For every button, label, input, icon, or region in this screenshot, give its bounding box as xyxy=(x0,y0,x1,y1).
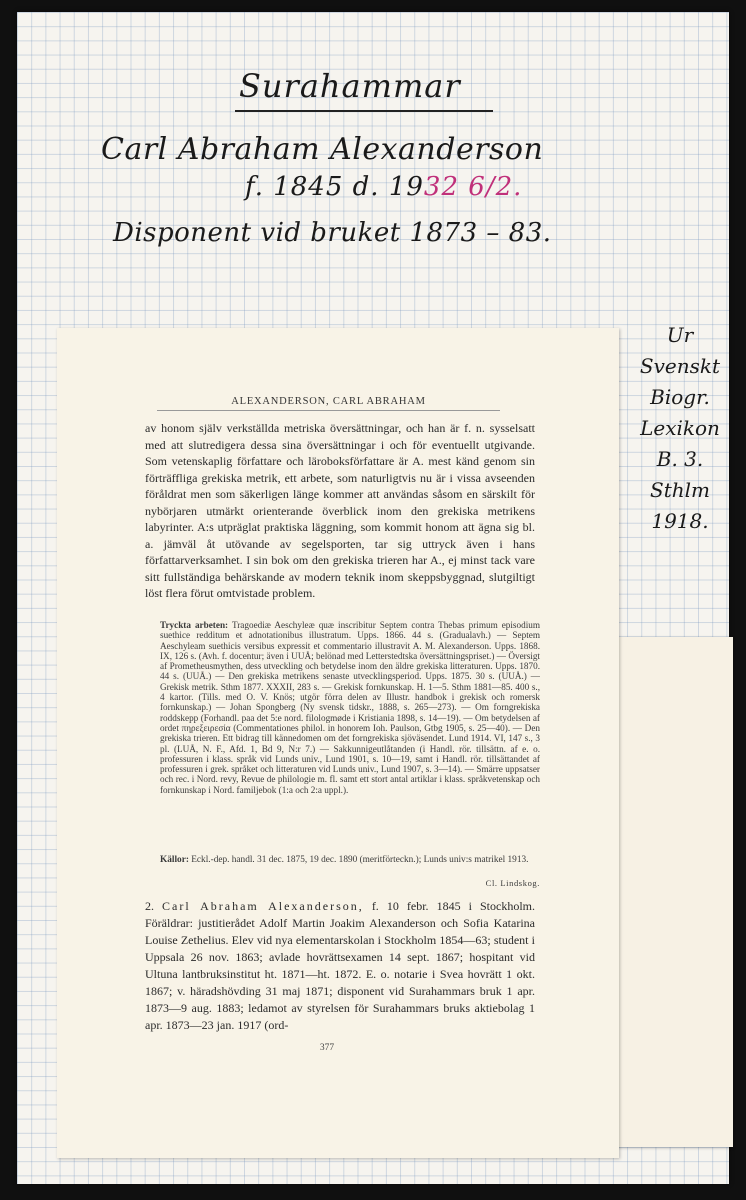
page-number: 377 xyxy=(319,1043,335,1053)
dates-added-ink: 32 6/2. xyxy=(423,172,523,202)
sources-text: Eckl.-dep. handl. 31 dec. 1875, 19 dec. 1890 (meritförteckn.); Lunds univ:s matrikel 1913. xyxy=(191,855,529,865)
handwritten-source-note xyxy=(625,320,735,537)
main-paragraph: av honom själv verkställda metriska översättningar, och han är f. n. sysselsatt med att slutredigera dessa sina översättningar i och för eventuellt utgivande. Som vetenskaplig författare och läroboksförfattare är A. mest känd genom sin förträffliga grekiska metrik, ett arbete, som naturligtvis nu är i vissa avseenden föråldrat men som säkerligen länge kommer att användas såsom en särskilt för nybörjaren utmärkt orienterande överblick inom den grekiska metrikens labyrinter. A:s utpräglat praktiska läggning, som kommit honom att ägna sig bl. a. jämväl åt utövande av segelsporten, tar sig uttryck även i hans författarverksamhet. I sin bok om den grekiska trieren har A., ej minst tack vare sitt fullständiga behärskande av modern teknik inom skeppsbyggnad, slutgiltigt löst flera förut omtvistade problem. xyxy=(145,421,535,600)
entry-name: Carl Abraham Alexanderson, xyxy=(162,899,364,913)
handwritten-role: Disponent vid bruket 1873 – 83. xyxy=(113,218,552,248)
lexicon-clipping xyxy=(57,328,619,1158)
handwritten-dates xyxy=(245,172,522,202)
source-line: Lexikon xyxy=(640,416,720,440)
entry-text: f. 10 febr. 1845 i Stockholm. Föräldrar: justitierådet Adolf Martin Joakim Alexanderson och Sofia Katarina Louise Zethelius. Elev vid nya elementarskolan i Stockholm 1854—63; student i Uppsala 26 nov. 1863; avlade hovrättsexamen 14 sept. 1867; hospitant vid Ultuna lantbruksinstitut ht. 1871—ht. 1872. E. o. notarie i Svea hovrätt 1 okt. 1867; v. häradshövding 31 maj 1871; disponent vid Surahammars bruk 1 apr. 1873—9 aug. 1883; ledamot av styrelsen för Surahammars bruks aktiebolag 1 apr. 1873—23 jan. 1917 (ord- xyxy=(145,899,536,1032)
source-line: Ur xyxy=(666,323,694,347)
source-line: Svenskt xyxy=(639,354,721,378)
dates-ink: f. 1845 d. 19 xyxy=(245,172,424,202)
works-label: Tryckta arbeten: xyxy=(160,620,229,630)
sources xyxy=(160,855,540,866)
handwritten-person-name: Carl Abraham Alexanderson xyxy=(101,132,544,167)
author-signature: Cl. Lindskog. xyxy=(485,878,540,888)
handwritten-place-title: Surahammar xyxy=(239,67,461,105)
source-line: Sthlm xyxy=(650,478,710,502)
running-head: ALEXANDERSON, CARL ABRAHAM xyxy=(231,396,426,407)
header-rule xyxy=(157,410,500,411)
entry-2 xyxy=(145,898,535,1034)
source-line: B. 3. xyxy=(656,447,704,471)
sources-label: Källor: xyxy=(160,855,189,865)
source-line: 1918. xyxy=(651,509,709,533)
source-line: Biogr. xyxy=(650,385,710,409)
works-text: Tragoediæ Aeschyleæ quæ inscribitur Septem contra Thebas primum episodium suethice redditum et adnotationibus illustratum. Upps. 1866. 44 s. (Gradualavh.) — Septem Aeschyleam suethicis versibus expressit et commentario illustravit A. M. Alexanderson. Upps. 1868. IX, 126 s. (Avh. f. docentur; även i UUÅ; belönad med Letterstedtska översättningspriset.) — Översigt af Prometheusmythen, dess utveckling och betydelse inom den äldre grekiska litteraturen. Upps. 1870. 44 s. (UUÅ.) — Den grekiska metrikens senaste utvecklingsperiod. Upps. 1875. 30 s. (UUÅ.) — Grekisk metrik. Sthm 1877. XXXII, 283 s. — Grekisk fornkunskap. H. 1—5. Sthm 1881—85. 400 s., 4 kartor. (Tills. med O. V. Knös; utgör förra delen av Illustr. handbok i grekisk och romersk fornkunskap.) — Johan Spongberg (Ny svensk tidskr., 1888, s. 265—273). — Om forngrekiska roddskepp (Forhandl. paa det 5:e nord. filologmøde i Kristiania 1898, s. 14—19). — Om betydelsen af ordet πηρεξειρεσία (Commentationes philol. in honorem Ioh. Paulson, Gtbg 1905, s. 25—40). — Den grekiska trieren. Ett bidrag till kännedomen om det forngrekiska sjöväsendet. Lund 1914. VI, 147 s., 3 pl. (LUÅ, N. F., Afd. 1, Bd 9, N:r 7.) — Sakkunnigeutlåtanden (i Handl. rör. tillsättn. af e. o. professuren i klass. språk vid Lunds univ., Lund 1901, s. 10—19, samt i Handl. rör. tillsättandet af professuren i grek. språket och litteraturen vid Lunds univ., Lund 1907, s. 3—14). — Smärre uppsatser och rec. i Nord. revy, Revue de philologie m. fl. samt ett stort antal artiklar i klass. språkvetenskap och fornkunskap i Nord. familjebok (1:a och 2:a uppl.). xyxy=(160,620,540,795)
title-underline xyxy=(235,110,493,112)
printed-works xyxy=(160,620,540,795)
archive-sheet xyxy=(17,12,729,1184)
entry-number: 2. xyxy=(145,899,154,913)
